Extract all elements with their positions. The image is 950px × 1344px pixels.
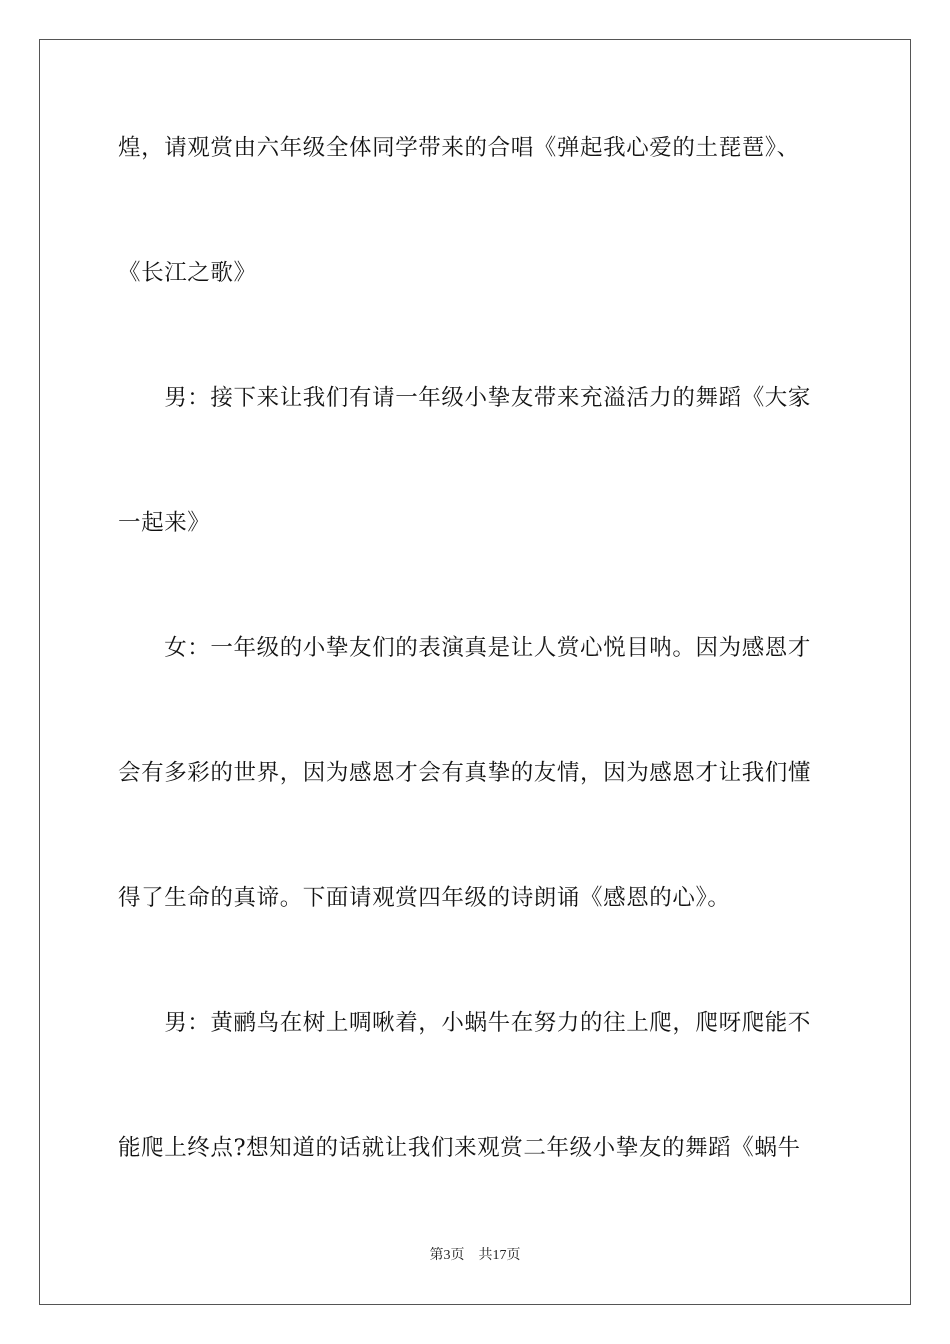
text-line: 《长江之歌》 [118, 260, 257, 286]
text-line: 能爬上终点?想知道的话就让我们来观赏二年级小挚友的舞蹈《蜗牛 [118, 1135, 801, 1161]
text-line: 会有多彩的世界，因为感恩才会有真挚的友情，因为感恩才让我们懂 [118, 760, 812, 786]
text-line: 女：一年级的小挚友们的表演真是让人赏心悦目呐。因为感恩才 [118, 635, 812, 661]
page-total: 共17页 [478, 1248, 521, 1263]
text-line: 男：接下来让我们有请一年级小挚友带来充溢活力的舞蹈《大家 [118, 385, 812, 411]
page-border [39, 39, 911, 1305]
text-line: 一起来》 [118, 510, 211, 536]
text-line: 男：黄鹂鸟在树上啁啾着，小蜗牛在努力的往上爬，爬呀爬能不 [118, 1010, 812, 1036]
page-number: 第3页 [429, 1248, 465, 1263]
page-footer [0, 1247, 950, 1265]
text-line: 煌，请观赏由六年级全体同学带来的合唱《弹起我心爱的土琵琶》、 [118, 135, 800, 161]
text-line: 得了生命的真谛。下面请观赏四年级的诗朗诵《感恩的心》。 [118, 885, 731, 911]
